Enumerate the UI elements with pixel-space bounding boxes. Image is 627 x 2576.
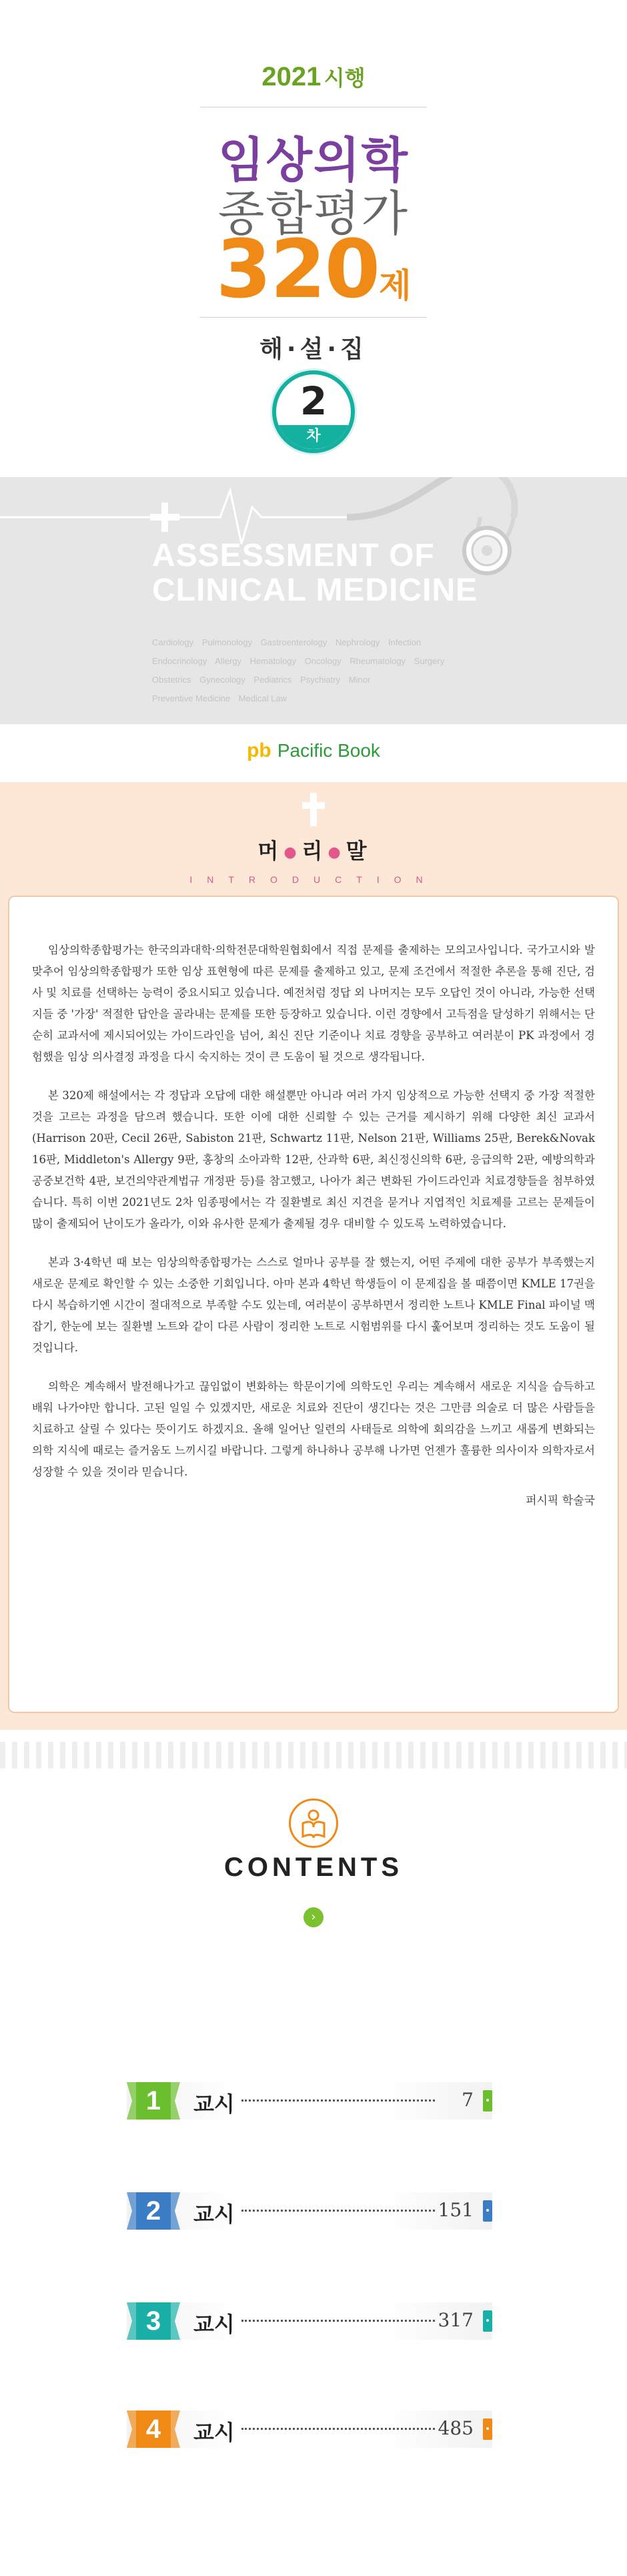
specialty: Obstetrics (152, 675, 191, 685)
round-badge (272, 370, 355, 453)
specialty: Cardiology (152, 637, 194, 647)
toc-item-3[interactable] (127, 2302, 500, 2340)
end-marker-icon (483, 2090, 492, 2112)
specialty: Pediatrics (253, 675, 292, 685)
preface-paragraph: 본과 3·4학년 때 보는 임상의학종합평가는 스스로 얼마나 공부를 잘 했는지, 어떤 주제에 대한 공부가 부족했는지 새로운 문제로 확인할 수 있는 소중한 기회입니다. 아마 본과 4학년 학생들이 이 문제집을 볼 때쯤이면 KMLE 17권을 다시 복습하기엔 시간이 절대적으로 부족할 수도 있는데, 여러분이 공부하면서 정리한 노트나 KMLE Final 파이널 맥잡기, 한눈에 보는 질환별 노트와 같이 다른 사람이 정리한 노트로 시험범위를 다시 훑어보며 정리하는 것도 도움이 될 것입니다. (32, 1256, 595, 1354)
specialty: Endocrinology (152, 656, 207, 666)
medical-cross-icon (302, 793, 325, 826)
dotted-leader (241, 2210, 435, 2212)
year: 2021 (261, 62, 322, 91)
toc-number: 2 (145, 2196, 161, 2226)
dot-icon: ● (283, 844, 299, 861)
preface-title-char: 리 (301, 838, 326, 864)
toc-label: 교시 (193, 2091, 235, 2117)
contents-title: CONTENTS (224, 1853, 403, 1882)
preface-header (0, 782, 627, 885)
specialty: Gastroenterology (260, 637, 328, 647)
preface-title-char: 머 (257, 838, 281, 864)
publisher-mark: pb (247, 739, 271, 761)
dotted-leader (241, 2100, 435, 2102)
toc-item-4[interactable] (127, 2410, 500, 2448)
specialty: Preventive Medicine (152, 693, 231, 703)
arrow-right-icon: › (303, 1907, 324, 1927)
specialty: Medical Law (238, 693, 287, 703)
preface-title (0, 834, 627, 865)
title-line-1: 임상의학 (217, 132, 410, 188)
badge-label: 차 (276, 425, 351, 449)
end-marker-icon (483, 2200, 492, 2222)
specialty: Rheumatology (350, 656, 406, 666)
assessment-line-1: ASSESSMENT OF (152, 538, 435, 573)
dotted-leader (241, 2320, 435, 2322)
preface-section (0, 782, 627, 1730)
publisher-logo (0, 739, 627, 762)
book-icon (289, 1799, 338, 1848)
specialty: Psychiatry (300, 675, 341, 685)
toc-label: 교시 (193, 2312, 235, 2337)
cover (0, 0, 627, 467)
dotted-leader (241, 2428, 435, 2430)
specialty: Oncology (304, 656, 342, 666)
assessment-banner (0, 477, 627, 724)
toc-page: 7 (462, 2089, 474, 2111)
toc-page: 317 (438, 2309, 474, 2331)
specialty: Minor (348, 675, 371, 685)
toc-number: 1 (145, 2086, 161, 2116)
preface-title-char: 말 (346, 838, 370, 864)
specialty: Hematology (249, 656, 297, 666)
specialty: Gynecology (199, 675, 245, 685)
specialty: Nephrology (335, 637, 380, 647)
toc-page: 151 (438, 2199, 474, 2221)
toc-page: 485 (438, 2417, 474, 2439)
preface-paragraph: 본 320제 해설에서는 각 정답과 오답에 대한 해설뿐만 아니라 여러 가지 임상적으로 가능한 선택지 중 가장 적절한 것을 고르는 과정을 담으려 했습니다. 또한 이에 대한 신뢰할 수 있는 근거를 제시하기 위해 다양한 최신 교과서(Harrison 20판, Cecil 26판, Sabiston 21판, Schwartz 11판, Nelson 21판, Williams 25판, Berek&Novak 16판, Middleton's Allergy 9판, 홍창의 소아과학 12판, 산과학 6판, 최신정신의학 6판, 응급의학 2판, 예방의학과 공중보건학 4판, 보건의약관계법규 개정판 등)를 참고했고, 나아가 최근 변화된 가이드라인과 치료경향들을 첨부하였습니다. 특히 이번 2021년도 2차 임종평에서는 각 질환별로 최신 지견을 묻거나 지엽적인 치료제를 고르는 문제들이 많이 출제되어 난이도가 올라가, 이와 유사한 문제가 출제될 경우 대비할 수 있도록 노력하였습니다. (32, 1089, 595, 1230)
introduction-label: INTRODUCTION (189, 874, 438, 885)
year-suffix: 시행 (324, 66, 366, 90)
title-number (0, 224, 627, 316)
dot-icon: ● (328, 844, 344, 861)
title-number-suffix: 제 (379, 266, 412, 305)
end-marker-icon (483, 2310, 492, 2332)
end-marker-icon (483, 2419, 492, 2440)
specialty-list (152, 633, 499, 708)
title-line-2: 종합평가 (217, 186, 410, 242)
badge-number: 2 (299, 378, 328, 424)
preface-signature: 퍼시픽 학술국 (526, 1494, 595, 1508)
publisher-name: Pacific Book (277, 740, 380, 761)
subtitle: 해·설·집 (259, 336, 368, 363)
specialty: Allergy (215, 656, 242, 666)
toc-label: 교시 (193, 2420, 235, 2445)
toc-label: 교시 (193, 2202, 235, 2227)
preface-paragraph: 의학은 계속해서 발전해나가고 끊임없이 변화하는 학문이기에 의학도인 우리는 계속해서 새로운 지식을 습득하고 배워 나가야만 합니다. 고된 일일 수 있겠지만, 새로운 치료와 진단이 생긴다는 것은 그만큼 의술로 더 많은 사람들을 치료하고 살릴 수 있다는 뜻이기도 하겠지요. 올해 일어난 일련의 사태들로 의학에 회의감을 느끼고 새롭게 변화되는 의학 지식에 때로는 즐거움도 느끼시길 바랍니다. 그렇게 하나하나 공부해 나가면 언젠가 훌륭한 의사이자 의학자로서 성장할 수 있을 것이라 믿습니다. (32, 1380, 596, 1478)
specialty: Surgery (414, 656, 445, 666)
title-number-value: 320 (215, 224, 380, 316)
dashed-divider (0, 1735, 627, 1775)
year-line (0, 61, 627, 92)
toc-number: 3 (145, 2306, 161, 2336)
toc-item-2[interactable] (127, 2192, 500, 2230)
specialty: Infection (388, 637, 422, 647)
assessment-line-2: CLINICAL MEDICINE (152, 573, 478, 608)
toc-number: 4 (145, 2414, 161, 2444)
divider-line (200, 317, 427, 318)
toc-item-1[interactable] (127, 2082, 500, 2120)
specialty: Pulmonology (201, 637, 252, 647)
assessment-title (152, 539, 478, 608)
preface-card (8, 896, 619, 1713)
preface-paragraph: 임상의학종합평가는 한국의과대학·의학전문대학원협회에서 직접 문제를 출제하는 모의고사입니다. 국가고시와 발맞추어 임상의학종합평가 또한 임상 표현형에 따른 문제를 출제하고 있고, 문제 조건에서 적절한 추론을 통해 진단, 검사 및 치료를 선택하는 능력이 중요시되고 있습니다. 예전처럼 정답 외 나머지는 모두 오답인 것이 아니라, 가능한 선택지들 중 '가장' 적절한 답안을 골라내는 문제를 또한 등장하고 있습니다. 이런 경향에서 고득점을 달성하기 위해서는 단순히 교과서에 제시되어있는 가이드라인을 넘어, 최신 진단 기준이나 치료 경향을 공부하고 여러분이 PK 과정에서 경험했을 임상 의사결정 과정을 다시 숙지하는 것이 큰 도움이 될 것으로 생각됩니다. (32, 944, 595, 1063)
